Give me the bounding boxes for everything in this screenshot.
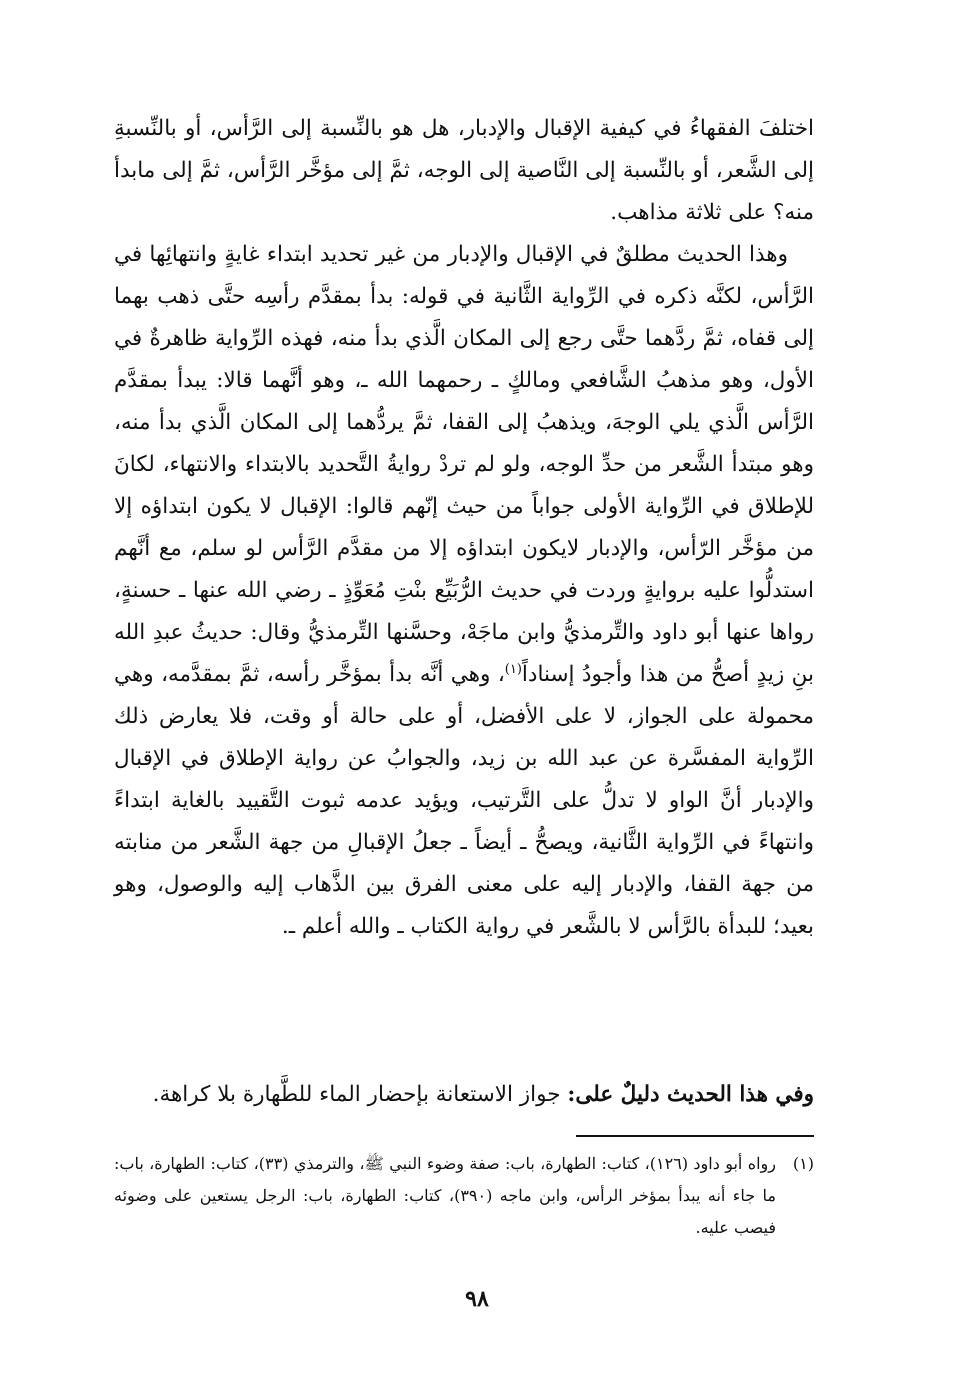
paragraph-discussion-part1: وهذا الحديث مطلقٌ في الإقبال والإدبار من غير تحديد ابتداء غايةٍ وانتهائِها في الرَّأس، لكنَّه ذكره في الرِّواية الثَّانية في قوله: بدأ بمقدَّم رأسِه حتَّى ذهب بهما إلى قفاه، ثمَّ ردَّهما حتَّى رجع إلى المكان الَّذي بدأ منه، فهذه الرِّواية ظاهرةٌ في الأول، وهو مذهبُ الشَّافعي ومالكٍ ـ رحمهما الله ـ، وهو أنَّهما قالا: يبدأ بمقدَّم الرَّأس الَّذي يلي الوجهَ، ويذهبُ إلى القفا، ثمَّ يردُّهما إلى المكان الَّذي بدأ منه، وهو مبتدأ الشَّعر من حدِّ الوجه، ولو لم تردْ روايةُ التَّحديد بالابتداء والانتهاء، لكانَ للإطلاق في الرِّواية الأولى جواباً من حيث إنّهم قالوا: الإقبال لا يكون ابتداؤه إلا من مؤخَّر الرّأس، والإدبار لايكون ابتداؤه إلا من مقدَّم الرَّأس لو سلم، مع أنَّهم استدلُّوا عليه بروايةٍ وردت في حديث الرُّبَيِّع بنْتِ مُعَوِّذٍ ـ رضي الله عنها ـ حسنةٍ، رواها عنها أبو داود والتِّرمذيُّ وابن ماجَهْ، وحسَّنها التِّرمذيُّ وقال: حديثُ عبدِ الله بنِ زيدٍ أصحُّ من هذا وأجودُ إسناداً [114,242,815,687]
footnote-item [114,1148,814,1244]
conclusion-text: جواز الاستعانة بإحضار الماء للطَّهارة بلا كراهة. [152,1082,568,1107]
page-number: ٩٨ [465,1286,489,1312]
main-text [114,108,814,948]
footnote-number: (١) [792,1154,814,1173]
paragraph-intro: اختلفَ الفقهاءُ في كيفية الإقبال والإدبار، هل هو بالنِّسبة إلى الرَّأس، أو بالنِّسبةِ إلى الشَّعر، أو بالنِّسبة إلى النَّاصية إلى الوجه، ثمَّ إلى مؤخَّر الرَّأس، ثمَّ إلى مابدأ منه؟ على ثلاثة مذاهب. [114,116,814,225]
conclusion-lead: وفي هذا الحديث دليلٌ على: [567,1082,814,1107]
paragraph-discussion [114,234,814,948]
paragraph-discussion-part2: ، وهي أنَّه بدأ بمؤخَّر رأسه، ثمَّ بمقدَّمه، وهي محمولة على الجواز، لا على الأفضل، أو على حالة أو وقت، فلا يعارض ذلك الرِّواية المفسَّرة عن عبد الله بن زيد، والجوابُ عن رواية الإطلاق في الإقبال والإدبار أنَّ الواو لا تدلُّ على التَّرتيب، ويؤيد عدمه ثبوت التَّقييد بالغاية ابتداءً وانتهاءً في الرِّواية الثَّانية، ويصحُّ ـ أيضاً ـ جعلُ الإقبالِ من جهة الشَّعر من منابته من جهة القفا، والإدبار إليه على معنى الفرق بين الذَّهاب إليه والوصول، وهو بعيد؛ للبدأة بالرَّأس لا بالشَّعر في رواية الكتاب ـ والله أعلم ـ. [114,662,814,939]
footnote-text: رواه أبو داود (١٢٦)، كتاب: الطهارة، باب: صفة وضوء النبي ﷺ، والترمذي (٣٣)، كتاب: الطهارة، باب: ما جاء أنه يبدأ بمؤخر الرأس، وابن ماجه (٣٩٠)، كتاب: الطهارة، باب: الرجل يستعين على وضوئه فيصب عليه. [114,1154,777,1237]
footnote-divider [576,1135,814,1137]
footnotes [114,1148,814,1244]
footnote-marker: (١) [504,661,522,677]
conclusion-line [114,1074,814,1116]
